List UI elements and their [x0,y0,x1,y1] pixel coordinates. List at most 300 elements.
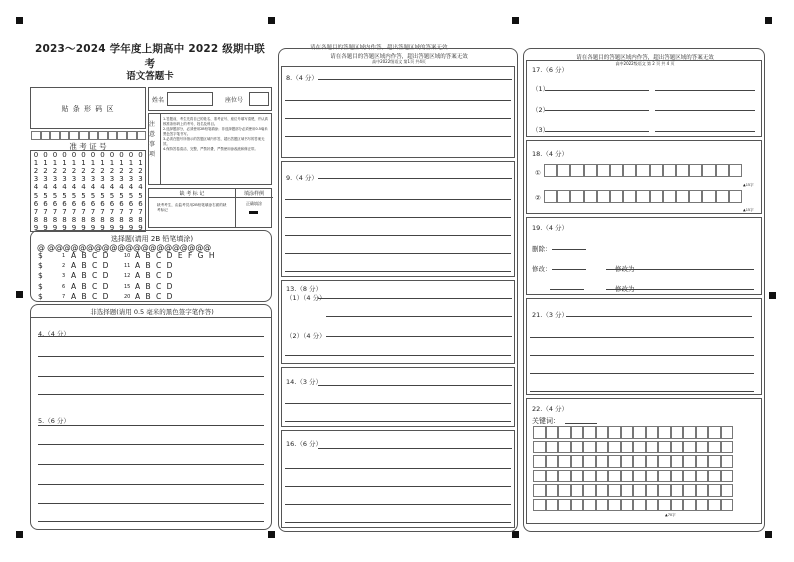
exam-no-digit[interactable]: 2 [71,167,77,176]
char-cell[interactable] [671,455,684,468]
char-cell[interactable] [571,484,584,497]
exam-no-write-box[interactable] [31,131,41,140]
exam-no-write-box[interactable] [98,131,108,140]
exam-no-digit[interactable]: 5 [43,191,48,200]
char-cell[interactable] [650,190,663,203]
char-cell[interactable] [546,426,559,439]
question-8-label: 8.（4 分） [286,74,318,82]
free-response-title: 非选择题(请用 0.5 毫米的黑色签字笔作答) [90,308,214,316]
exam-no-digit[interactable]: 9 [81,223,86,232]
exam-no-digit[interactable]: 3 [43,175,48,184]
exam-no-digit[interactable]: 8 [90,215,96,224]
char-cell[interactable] [584,190,597,203]
mc-options[interactable]: A B C D [135,261,174,271]
char-cell[interactable] [658,455,671,468]
char-cell[interactable] [596,426,609,439]
exam-no-digit[interactable]: 1 [138,159,143,168]
char-cell[interactable] [583,441,596,454]
char-cell[interactable] [583,499,596,512]
char-cell[interactable] [683,455,696,468]
exam-no-digit[interactable]: 5 [90,191,96,200]
char-cell[interactable] [583,455,596,468]
exam-no-digit[interactable]: 4 [52,183,58,192]
char-cell[interactable] [689,164,702,177]
char-cell[interactable] [570,190,583,203]
exam-no-write-box[interactable] [69,131,79,140]
exam-no-digit[interactable]: 6 [52,199,58,208]
char-cell[interactable] [571,426,584,439]
exam-no-digit[interactable]: 8 [119,215,124,224]
exam-no-digit[interactable]: 3 [71,175,77,184]
fill-example-label: 正确填涂 [246,201,262,206]
char-cell[interactable] [621,455,634,468]
char-cell[interactable] [546,455,559,468]
char-cell[interactable] [708,484,721,497]
q14-box[interactable] [281,367,515,427]
char-cell[interactable] [658,441,671,454]
exam-no-digit[interactable]: 5 [119,191,124,200]
char-cell[interactable] [633,499,646,512]
exam-no-label: 准 考 证 号 [69,142,107,151]
exam-no-digit[interactable]: 9 [100,223,105,232]
exam-no-write-box[interactable] [41,131,51,140]
exam-no-digit[interactable]: 5 [128,191,134,200]
char-cell[interactable] [583,484,596,497]
char-cell[interactable] [558,499,571,512]
char-cell[interactable] [571,499,584,512]
question-18-label: 18.（4 分） [532,150,569,158]
exam-no-digit[interactable]: 8 [71,215,77,224]
char-cell[interactable] [671,484,684,497]
char-cell[interactable] [683,499,696,512]
exam-no-digit[interactable]: 1 [43,159,48,168]
char-cell[interactable] [696,426,709,439]
exam-no-digit[interactable]: 6 [128,199,134,208]
exam-no-write-box[interactable] [137,131,147,140]
exam-no-digit[interactable]: 4 [109,183,115,192]
exam-no-digit[interactable]: 8 [81,215,86,224]
answer-line [285,421,511,422]
char-cell[interactable] [689,190,702,203]
sheet-subtitle: 语文答题卡 [126,71,174,82]
char-cell[interactable] [596,499,609,512]
exam-no-digit[interactable]: 9 [90,223,96,232]
char-cell[interactable] [533,455,546,468]
char-cell[interactable] [533,499,546,512]
mc-question-number: 1 [62,253,66,259]
char-cell[interactable] [596,470,609,483]
char-cell[interactable] [571,441,584,454]
exam-no-digit[interactable]: 6 [119,199,124,208]
exam-no-digit[interactable]: 7 [33,207,39,216]
filled-mark-sample [249,211,258,214]
exam-no-digit[interactable]: 9 [128,223,134,232]
exam-no-digit[interactable]: 6 [62,199,67,208]
exam-no-digit[interactable]: 6 [138,199,143,208]
exam-no-digit[interactable]: 3 [138,175,143,184]
exam-no-digit[interactable]: 6 [33,199,39,208]
char-cell[interactable] [721,484,734,497]
exam-no-digit[interactable]: 8 [128,215,134,224]
exam-no-digit[interactable]: 3 [100,175,105,184]
char-cell[interactable] [533,426,546,439]
char-cell[interactable] [683,484,696,497]
char-cell[interactable] [708,441,721,454]
char-cell[interactable] [729,164,742,177]
exam-no-digit[interactable]: 8 [62,215,67,224]
answer-line [530,337,754,338]
exam-no-digit[interactable]: 8 [43,215,48,224]
char-cell[interactable] [708,426,721,439]
char-cell[interactable] [658,470,671,483]
exam-no-digit[interactable]: 8 [109,215,115,224]
exam-no-digit[interactable]: 7 [128,207,134,216]
char-cell[interactable] [633,441,646,454]
char-cell[interactable] [623,190,636,203]
exam-no-digit[interactable]: 6 [100,199,105,208]
mc-options[interactable]: A B C D [71,261,110,271]
char-cell[interactable] [729,190,742,203]
exam-no-digit[interactable]: 1 [71,159,77,168]
exam-no-write-box[interactable] [79,131,89,140]
char-cell[interactable] [558,484,571,497]
exam-no-digit[interactable]: 2 [138,167,143,176]
exam-no-write-box[interactable] [89,131,99,140]
char-cell[interactable] [708,470,721,483]
exam-no-digit[interactable]: 3 [33,175,39,184]
char-cell[interactable] [571,455,584,468]
seat-field[interactable] [249,92,269,106]
exam-no-digit[interactable]: 8 [33,215,39,224]
char-cell[interactable] [533,470,546,483]
mc-options[interactable]: A B C D [71,251,110,260]
exam-no-digit[interactable]: 6 [43,199,48,208]
char-cell[interactable] [558,441,571,454]
char-cell[interactable] [646,470,659,483]
exam-no-digit[interactable]: 2 [33,167,39,176]
position-marker [16,531,23,538]
q16-box[interactable] [281,430,515,528]
char-cell[interactable] [696,484,709,497]
char-cell[interactable] [658,484,671,497]
char-cell[interactable] [633,426,646,439]
exam-no-digit[interactable]: 1 [128,159,134,168]
char-cell[interactable] [621,484,634,497]
exam-no-digit[interactable]: 5 [33,191,39,200]
mc-options[interactable]: A B C D [71,281,110,291]
char-cell[interactable] [663,164,676,177]
char-cell[interactable] [608,484,621,497]
exam-no-digit[interactable]: 9 [109,223,115,232]
char-cell[interactable] [623,164,636,177]
exam-no-digit[interactable]: 2 [43,167,48,176]
exam-no-digit[interactable]: 0 [119,151,124,159]
char-cell[interactable] [597,190,610,203]
char-cell[interactable] [683,441,696,454]
char-cell[interactable] [646,426,659,439]
exam-no-digit[interactable]: 0 [128,151,134,159]
char-cell[interactable] [608,455,621,468]
exam-no-digit[interactable]: 0 [138,151,143,159]
char-cell[interactable] [621,441,634,454]
char-cell[interactable] [683,426,696,439]
char-cell[interactable] [621,499,634,512]
exam-no-digit[interactable]: 7 [109,207,115,216]
exam-no-digit[interactable]: 3 [52,175,58,184]
char-cell[interactable] [596,455,609,468]
exam-no-digit[interactable]: 0 [62,151,67,159]
name-field[interactable] [167,92,213,106]
exam-no-digit[interactable]: 7 [52,207,58,216]
char-cell[interactable] [597,164,610,177]
exam-no-digit[interactable]: 4 [33,183,39,192]
exam-no-digit[interactable]: 3 [62,175,67,184]
exam-no-digit[interactable]: 4 [62,183,67,192]
exam-no-digit[interactable]: 5 [62,191,67,200]
exam-no-digit[interactable]: 6 [71,199,77,208]
char-cell[interactable] [584,164,597,177]
char-cell[interactable] [636,190,649,203]
exam-no-digit[interactable]: 1 [90,159,96,168]
char-cell[interactable] [544,190,557,203]
exam-no-digit[interactable]: 0 [52,151,58,159]
exam-no-digit[interactable]: 5 [100,191,105,200]
exam-no-digit[interactable]: 0 [43,151,48,159]
char-cell[interactable] [721,499,734,512]
char-cell[interactable] [683,470,696,483]
char-cell[interactable] [571,470,584,483]
exam-no-digit[interactable]: 7 [100,207,105,216]
char-cell[interactable] [676,164,689,177]
char-cell[interactable] [708,499,721,512]
q17-box[interactable] [526,60,762,137]
char-cell[interactable] [721,455,734,468]
char-cell[interactable] [721,426,734,439]
exam-no-digit[interactable]: 9 [43,223,48,232]
char-cell[interactable] [596,484,609,497]
char-cell[interactable] [646,499,659,512]
char-cell[interactable] [696,455,709,468]
char-cell[interactable] [558,470,571,483]
mc-options[interactable]: A B C D [135,291,174,301]
exam-no-digit[interactable]: 1 [109,159,115,168]
char-cell[interactable] [583,470,596,483]
exam-no-digit[interactable]: 9 [52,223,58,232]
answer-line [318,298,512,299]
char-cell[interactable] [658,499,671,512]
char-cell[interactable] [721,470,734,483]
exam-no-digit[interactable]: 9 [33,223,39,232]
exam-no-digit[interactable]: 0 [33,151,39,159]
char-cell[interactable] [558,455,571,468]
q13-box[interactable] [281,280,515,364]
exam-no-digit[interactable]: 2 [128,167,134,176]
exam-no-digit[interactable]: 0 [71,151,77,159]
exam-no-digit[interactable]: 1 [119,159,124,168]
exam-no-digit[interactable]: 2 [81,167,86,176]
char-cell[interactable] [708,455,721,468]
exam-no-digit[interactable]: 1 [62,159,67,168]
char-cell[interactable] [633,470,646,483]
char-cell[interactable] [533,484,546,497]
char-cell[interactable] [544,164,557,177]
char-cell[interactable] [610,190,623,203]
exam-no-digit[interactable]: 4 [128,183,134,192]
mc-options[interactable]: A B C D [71,271,110,281]
exam-no-digit[interactable]: 0 [81,151,86,159]
position-marker [769,292,776,299]
exam-no-digit[interactable]: 8 [52,215,58,224]
char-cell[interactable] [596,441,609,454]
exam-no-digit[interactable]: 2 [90,167,96,176]
exam-no-digit[interactable]: 3 [109,175,115,184]
char-cell[interactable] [557,190,570,203]
exam-no-digit[interactable]: 3 [90,175,96,184]
exam-no-digit[interactable]: 1 [100,159,105,168]
exam-no-digit[interactable]: 9 [62,223,67,232]
exam-no-digit[interactable]: 7 [119,207,124,216]
char-cell[interactable] [721,441,734,454]
exam-no-digit[interactable]: 3 [81,175,86,184]
exam-no-digit[interactable]: 4 [100,183,105,192]
exam-no-digit[interactable]: 4 [138,183,143,192]
char-cell[interactable] [546,484,559,497]
exam-no-digit[interactable]: 6 [90,199,96,208]
char-cell[interactable] [557,164,570,177]
char-cell[interactable] [663,190,676,203]
exam-no-digit[interactable]: 2 [52,167,58,176]
char-cell[interactable] [608,441,621,454]
char-cell[interactable] [546,499,559,512]
char-cell[interactable] [633,484,646,497]
char-cell[interactable] [621,426,634,439]
char-cell[interactable] [608,470,621,483]
char-cell[interactable] [621,470,634,483]
exam-no-digit[interactable]: 3 [128,175,134,184]
exam-no-digit[interactable]: 7 [138,207,143,216]
char-cell[interactable] [671,470,684,483]
exam-no-digit[interactable]: 4 [71,183,77,192]
char-cell[interactable] [646,455,659,468]
exam-no-digit[interactable]: 8 [138,215,143,224]
mc-options[interactable]: A B C D [71,291,110,301]
exam-no-digit[interactable]: 7 [90,207,96,216]
exam-no-digit[interactable]: 9 [71,223,77,232]
char-cell[interactable] [650,164,663,177]
exam-no-digit[interactable]: 4 [81,183,86,192]
exam-no-digit[interactable]: 5 [109,191,115,200]
exam-no-digit[interactable]: 2 [119,167,124,176]
answer-line [285,403,511,404]
exam-no-digit[interactable]: 5 [138,191,143,200]
char-cell[interactable] [646,441,659,454]
mc-title: 选择题(请用 2B 铅笔填涂) [110,235,194,243]
exam-no-write-box[interactable] [117,131,127,140]
exam-no-digit[interactable]: 9 [119,223,124,232]
answer-line [38,503,264,504]
char-cell[interactable] [533,441,546,454]
exam-no-digit[interactable]: 5 [52,191,58,200]
exam-no-write-box[interactable] [50,131,60,140]
mc-options[interactable]: A B C D E F G H [135,251,216,260]
exam-no-digit[interactable]: 4 [90,183,96,192]
answer-line [285,253,511,254]
char-cell[interactable] [716,190,729,203]
char-cell[interactable] [671,499,684,512]
q19-box[interactable] [526,217,762,295]
exam-no-digit[interactable]: 2 [100,167,105,176]
exam-no-write-box[interactable] [108,131,118,140]
char-cell[interactable] [702,164,715,177]
mc-question-number: 3 [62,273,66,280]
char-cell[interactable] [696,499,709,512]
exam-no-digit[interactable]: 5 [71,191,77,200]
exam-no-digit[interactable]: 2 [62,167,67,176]
char-cell[interactable] [696,470,709,483]
exam-no-digit[interactable]: 7 [62,207,67,216]
char-cell[interactable] [676,190,689,203]
exam-no-write-box[interactable] [60,131,70,140]
exam-no-digit[interactable]: 0 [100,151,105,159]
mc-options[interactable]: A B C D [135,281,174,291]
exam-no-digit[interactable]: 6 [109,199,115,208]
exam-no-digit[interactable]: 4 [43,183,48,192]
exam-no-digit[interactable]: 9 [138,223,143,232]
char-cell[interactable] [583,426,596,439]
mc-options[interactable]: A B C D [135,271,174,281]
char-cell[interactable] [636,164,649,177]
char-cell[interactable] [558,426,571,439]
mc-row-marker: $ [38,261,43,271]
exam-no-digit[interactable]: 8 [100,215,105,224]
char-cell[interactable] [671,426,684,439]
char-cell[interactable] [608,499,621,512]
exam-no-digit[interactable]: 1 [33,159,39,168]
exam-no-digit[interactable]: 7 [71,207,77,216]
char-cell[interactable] [646,484,659,497]
char-cell[interactable] [702,190,715,203]
answer-line [285,504,511,505]
exam-no-digit[interactable]: 7 [43,207,48,216]
answer-line [655,110,755,111]
char-cell[interactable] [696,441,709,454]
middle-page-info: 高中2022级语文 第1页 共4页 [372,59,426,64]
char-cell[interactable] [546,470,559,483]
exam-no-digit[interactable]: 0 [90,151,96,159]
exam-no-digit[interactable]: 6 [81,199,86,208]
char-cell[interactable] [610,164,623,177]
char-cell[interactable] [716,164,729,177]
exam-no-digit[interactable]: 7 [81,207,86,216]
exam-no-digit[interactable]: 5 [81,191,86,200]
exam-no-write-box[interactable] [127,131,137,140]
q19-change-label: 修改为 [615,265,635,273]
char-cell[interactable] [546,441,559,454]
exam-no-digit[interactable]: 4 [119,183,124,192]
right-page-info: 高中2022级语文 第 2 页 共 4 页 [615,61,675,66]
char-cell[interactable] [570,164,583,177]
exam-no-digit[interactable]: 1 [52,159,58,168]
char-cell[interactable] [658,426,671,439]
exam-no-digit[interactable]: 2 [109,167,115,176]
exam-no-digit[interactable]: 3 [119,175,124,184]
char-cell[interactable] [608,426,621,439]
char-cell[interactable] [633,455,646,468]
char-cell[interactable] [671,441,684,454]
exam-no-digit[interactable]: 0 [109,151,115,159]
exam-no-digit[interactable]: 1 [81,159,86,168]
q21-box[interactable] [526,298,762,395]
